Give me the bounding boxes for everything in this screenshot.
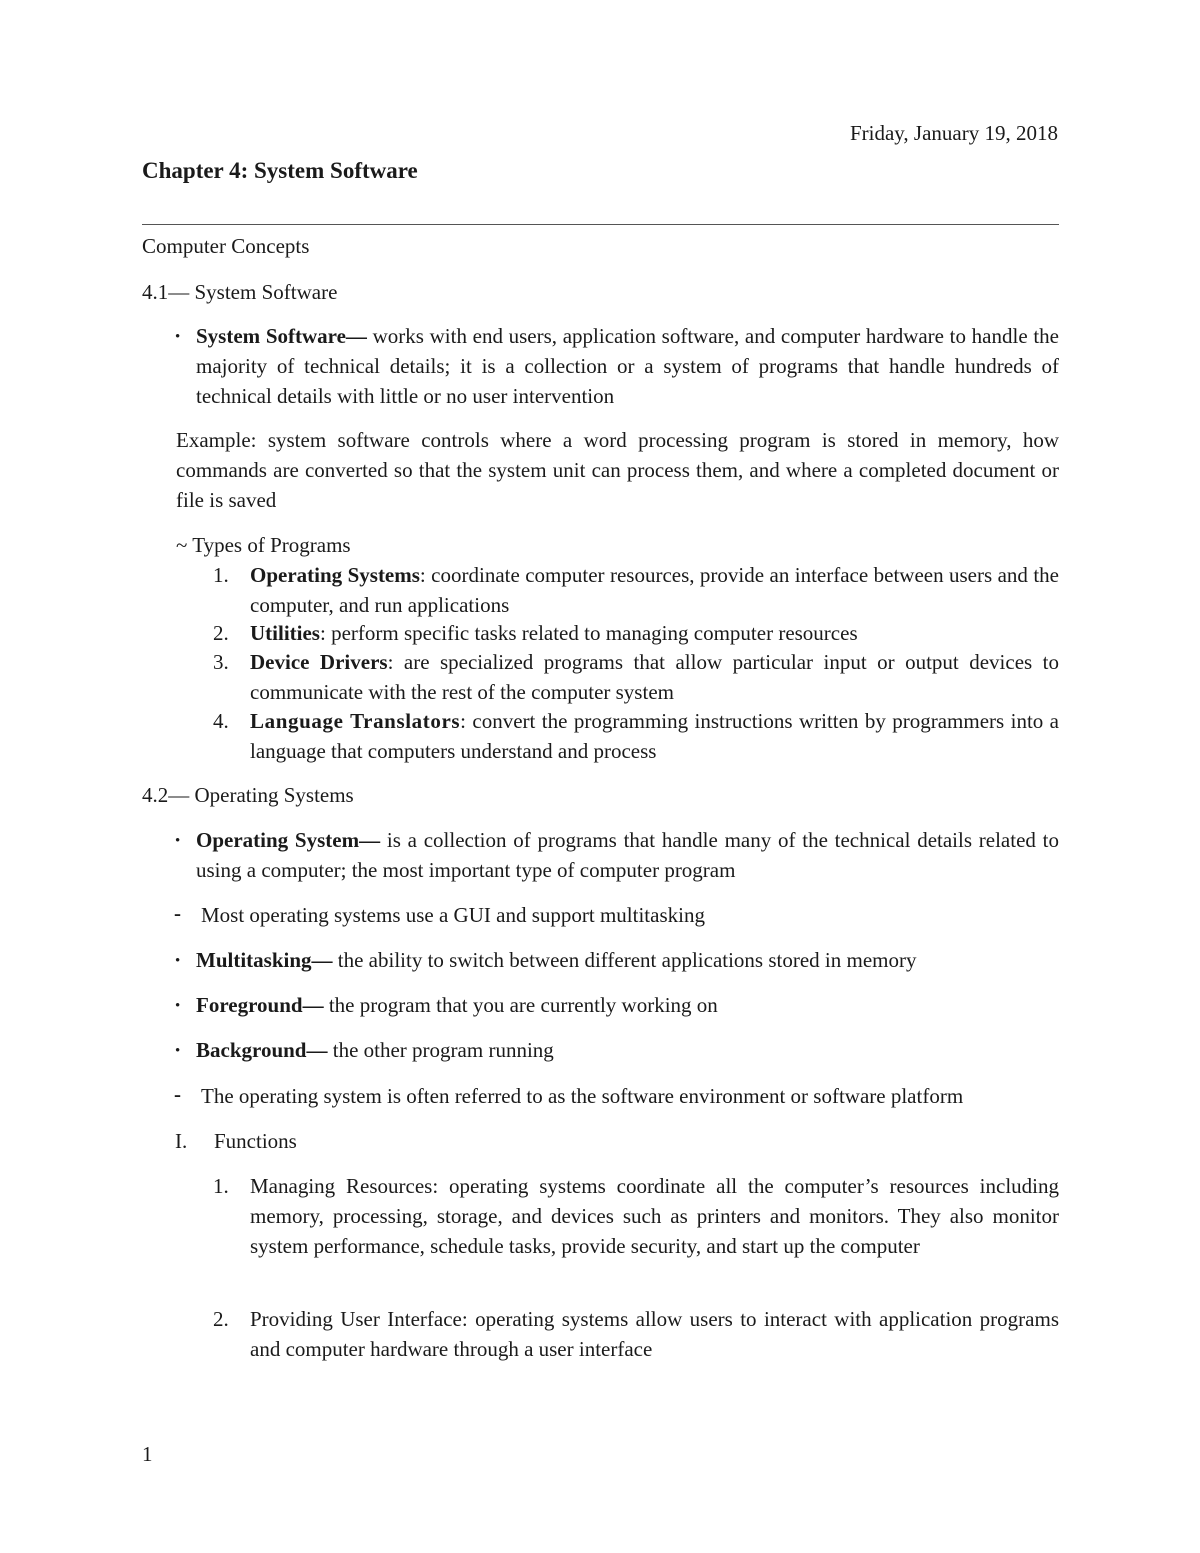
type-item-operating-systems: Operating Systems: coordinate computer resources, provide an interface between users and the computer, and run applications bbox=[250, 563, 1059, 617]
header-date: Friday, January 19, 2018 bbox=[849, 121, 1058, 145]
list-number: 4. bbox=[213, 709, 229, 733]
bullet-icon: • bbox=[175, 833, 181, 849]
foreground-definition: Foreground— the program that you are currently working on bbox=[196, 993, 718, 1017]
list-number: 1. bbox=[213, 563, 229, 587]
list-number: 3. bbox=[213, 650, 229, 674]
background-definition: Background— the other program running bbox=[196, 1038, 554, 1062]
section-heading-4-1: 4.1— System Software bbox=[142, 280, 338, 304]
dash-icon: - bbox=[174, 901, 181, 925]
functions-heading: Functions bbox=[214, 1129, 297, 1153]
types-heading: ~ Types of Programs bbox=[176, 533, 351, 557]
dash-icon: - bbox=[174, 1082, 181, 1106]
title-divider bbox=[142, 224, 1059, 225]
bullet-icon: • bbox=[175, 329, 181, 345]
section-heading-4-2: 4.2— Operating Systems bbox=[142, 783, 354, 807]
operating-system-definition: Operating System— is a collection of programs that handle many of the technical details related to using a computer; the most important type of computer program bbox=[196, 828, 1059, 882]
bullet-icon: • bbox=[175, 953, 181, 969]
list-number: 2. bbox=[213, 1307, 229, 1331]
type-item-language-translators: Language Translators: convert the programming instructions written by programmers into a language that computers understand and process bbox=[250, 709, 1059, 763]
subtitle: Computer Concepts bbox=[142, 234, 310, 258]
chapter-title: Chapter 4: System Software bbox=[142, 158, 418, 183]
system-software-definition: System Software— works with end users, application software, and computer hardware to handle the majority of technical details; it is a collection or a system of programs that handle hundreds of technical details with little or no user intervention bbox=[196, 324, 1059, 408]
dash-note-gui: Most operating systems use a GUI and support multitasking bbox=[201, 903, 705, 927]
page-number: 1 bbox=[142, 1442, 153, 1466]
bullet-icon: • bbox=[175, 998, 181, 1014]
list-number: 1. bbox=[213, 1174, 229, 1198]
type-item-device-drivers: Device Drivers: are specialized programs that allow particular input or output devices to communicate with the rest of the computer system bbox=[250, 650, 1060, 704]
function-user-interface: Providing User Interface: operating systems allow users to interact with application programs and computer hardware through a user interface bbox=[250, 1307, 1059, 1361]
function-managing-resources: Managing Resources: operating systems coordinate all the computer’s resources including memory, processing, storage, and devices such as printers and monitors. They also monitor system performance, schedule tasks, provide security, and start up the computer bbox=[250, 1174, 1059, 1258]
dash-note-environment: The operating system is often referred to as the software environment or software platform bbox=[201, 1084, 964, 1108]
bullet-icon: • bbox=[175, 1043, 181, 1059]
functions-numeral: I. bbox=[175, 1129, 188, 1153]
example-paragraph: Example: system software controls where a word processing program is stored in memory, how commands are converted so that the system unit can process them, and where a completed document or file is saved bbox=[176, 428, 1059, 512]
type-item-utilities: Utilities: perform specific tasks related to managing computer resources bbox=[250, 621, 858, 645]
list-number: 2. bbox=[213, 621, 229, 645]
multitasking-definition: Multitasking— the ability to switch between different applications stored in memory bbox=[196, 948, 917, 972]
